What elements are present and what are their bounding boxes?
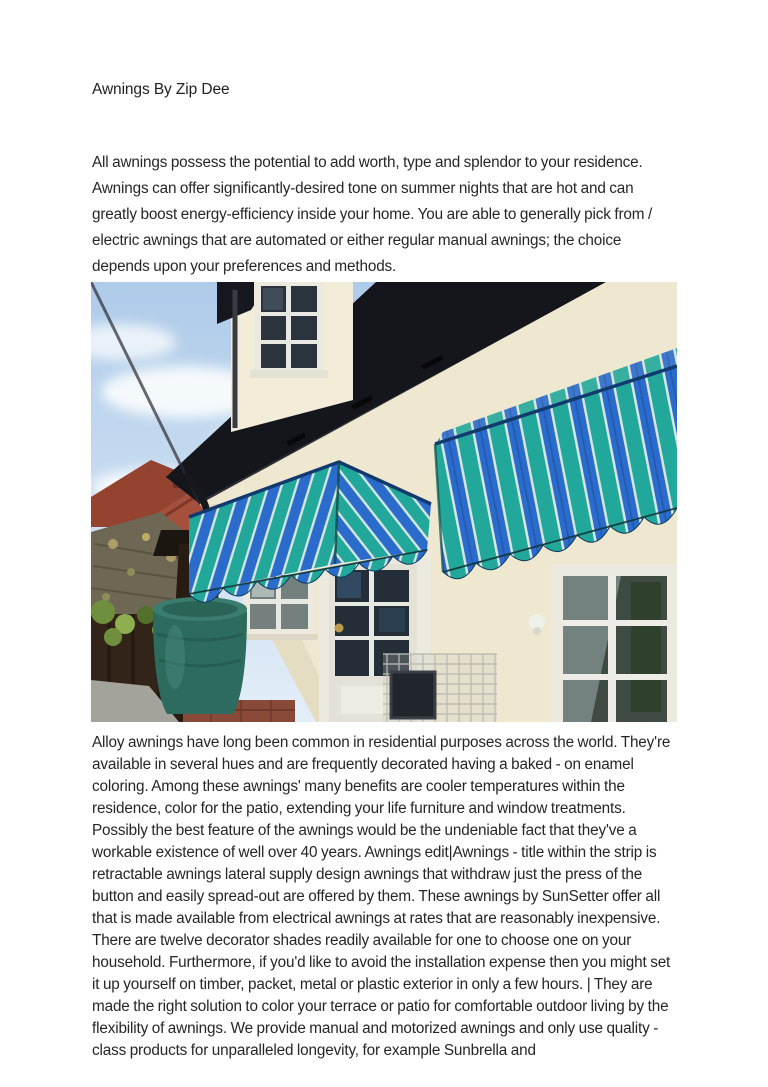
wire-cage <box>383 654 497 722</box>
rain-barrel <box>153 597 247 714</box>
document-title: Awnings By Zip Dee <box>92 81 230 98</box>
big-window <box>551 564 677 722</box>
gable-window <box>250 282 328 378</box>
paragraph-2: Alloy awnings have long been common in residential purposes across the world. They're available in several hues and are frequently decorated having a baked - on enamel coloring. Among these awnings' many benefits are cooler temperatures within the residence, color for the patio, extending your life furniture and window treatments. Possibly the best feature of the awnings would be the undeniable fact that they've a workable existence of well over 40 years. Awnings edit|Awnings - title within the strip is retractable awnings lateral supply design awnings that withdraw just the press of the button and easily spread-out are offered by them. These awnings by SunSetter offer all that is made available from electrical awnings at rates that are reasonably inexpensive. There are twelve decorator shades readily available for one to choose one on your household. Furthermore, if you'd like to avoid the installation expense then you might set it up yourself on timber, packet, metal or plastic exterior in only a few hours. | They are made the right solution to color your terrace or patio for comfortable outdoor living by the flexibility of awnings. We provide manual and motorized awnings and only use quality -class products for unparalleled longevity, for example Sunbrella and <box>92 734 671 1059</box>
paragraph-1: All awnings possess the potential to add worth, type and splendor to your residence. Awnings can offer significantly-desired tone on summer nights that are hot and can greatly boost energy-efficiency inside your home. You are able to generally pick from / electric awnings that are automated or either regular manual awnings; the choice depends upon your preferences and methods. <box>92 154 653 275</box>
door-handle <box>335 624 344 633</box>
house-awnings-photo <box>91 282 677 722</box>
photo-illustration <box>91 282 677 722</box>
